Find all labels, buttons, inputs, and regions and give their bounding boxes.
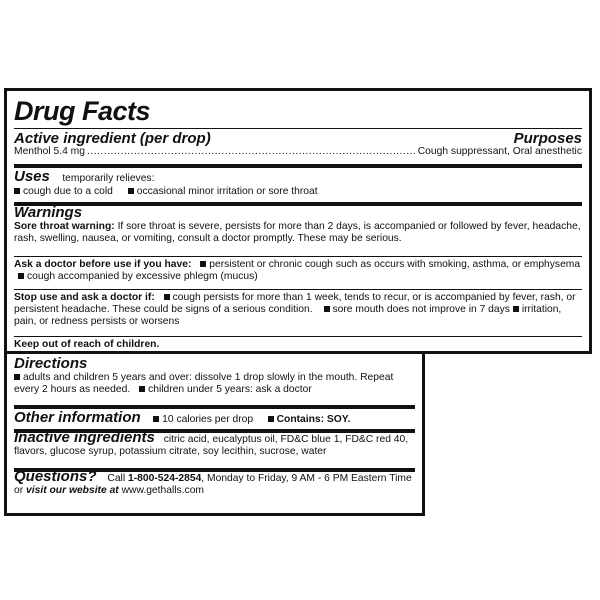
directions-heading: Directions [14, 355, 88, 372]
bullet-icon [128, 188, 134, 194]
uses-item: occasional minor irritation or sore throat [136, 186, 318, 197]
warnings-heading: Warnings [14, 204, 83, 221]
active-ingredient-value: Menthol 5.4 mg [14, 146, 85, 157]
other-information-heading: Other information [14, 409, 141, 426]
active-ingredient-heading: Active ingredient (per drop) [14, 130, 211, 147]
uses-heading: Uses [14, 168, 50, 185]
bullet-icon [139, 386, 145, 392]
bullet-icon [268, 416, 274, 422]
phone-number[interactable]: 1-800-524-2854 [128, 473, 202, 484]
other-information-section [14, 409, 415, 427]
inactive-ingredients-section [14, 429, 415, 458]
ask-doctor-section [14, 259, 582, 283]
active-ingredient-section [14, 130, 582, 158]
stop-use-item: irritation, pain, or redness persists or worsens [14, 304, 562, 328]
inactive-ingredients-heading: Inactive ingredients [14, 429, 155, 446]
directions-item: children under 5 years: ask a doctor [148, 384, 312, 396]
stop-use-label: Stop use and ask a doctor if: [14, 292, 155, 303]
sore-throat-label: Sore throat warning: [14, 221, 115, 232]
leader-dots [87, 146, 416, 158]
questions-hours: , Monday to Friday, 9 AM - 6 PM Eastern Time or [14, 473, 412, 497]
stop-use-item: cough persists for more than 1 week, tends to recur, or is accompanied by fever, rash, or persistent headache. These could be signs of a serious condition. [14, 292, 576, 316]
bullet-icon [164, 294, 170, 300]
questions-visit: visit our website at [26, 485, 119, 497]
stop-use-section [14, 292, 582, 329]
directions-section [14, 356, 415, 396]
warnings-section [14, 205, 582, 245]
questions-section [14, 468, 415, 497]
bullet-icon [14, 188, 20, 194]
bullet-icon [153, 416, 159, 422]
directions-item: adults and children 5 years and over: dissolve 1 drop slowly in the mouth. Repeat every 2 hours as needed. [14, 372, 394, 396]
contains-soy: Contains: SOY. [276, 414, 351, 425]
purpose-value: Cough suppressant, Oral anesthetic [417, 146, 582, 157]
sore-throat-text: If sore throat is severe, persists for more than 2 days, is accompanied or followed by fever, headache, rash, swelling, nausea, or vomiting, consult a doctor promptly. These may be serious. [14, 221, 581, 245]
bullet-icon [18, 273, 24, 279]
bullet-icon [200, 261, 206, 267]
stop-use-item: sore mouth does not improve in 7 days [332, 304, 510, 316]
purposes-heading: Purposes [513, 130, 582, 147]
keep-out-of-reach: Keep out of reach of children. [14, 339, 160, 350]
other-information-item: 10 calories per drop [162, 414, 254, 425]
uses-item: cough due to a cold [23, 186, 113, 197]
inactive-ingredients-text: citric acid, eucalyptus oil, FD&C blue 1, FD&C red 40, flavors, glucose syrup, potassium citrate, soy lecithin, sucrose, water [14, 434, 409, 458]
ask-doctor-label: Ask a doctor before use if you have: [14, 259, 192, 270]
ask-doctor-item: persistent or chronic cough such as occurs with smoking, asthma, or emphysema [209, 259, 581, 270]
bullet-icon [513, 306, 519, 312]
drug-facts-panel-bottom [4, 351, 425, 516]
uses-section [14, 168, 582, 198]
bullet-icon [324, 306, 330, 312]
bullet-icon [14, 374, 20, 380]
questions-heading: Questions? [14, 468, 97, 485]
drug-facts-panel-top [4, 88, 592, 354]
drug-facts-title: Drug Facts [14, 96, 151, 126]
uses-intro: temporarily relieves: [62, 173, 155, 184]
questions-call: Call [107, 473, 126, 484]
website-link[interactable]: www.gethalls.com [121, 485, 205, 497]
ask-doctor-item: cough accompanied by excessive phlegm (mucus) [27, 271, 258, 283]
